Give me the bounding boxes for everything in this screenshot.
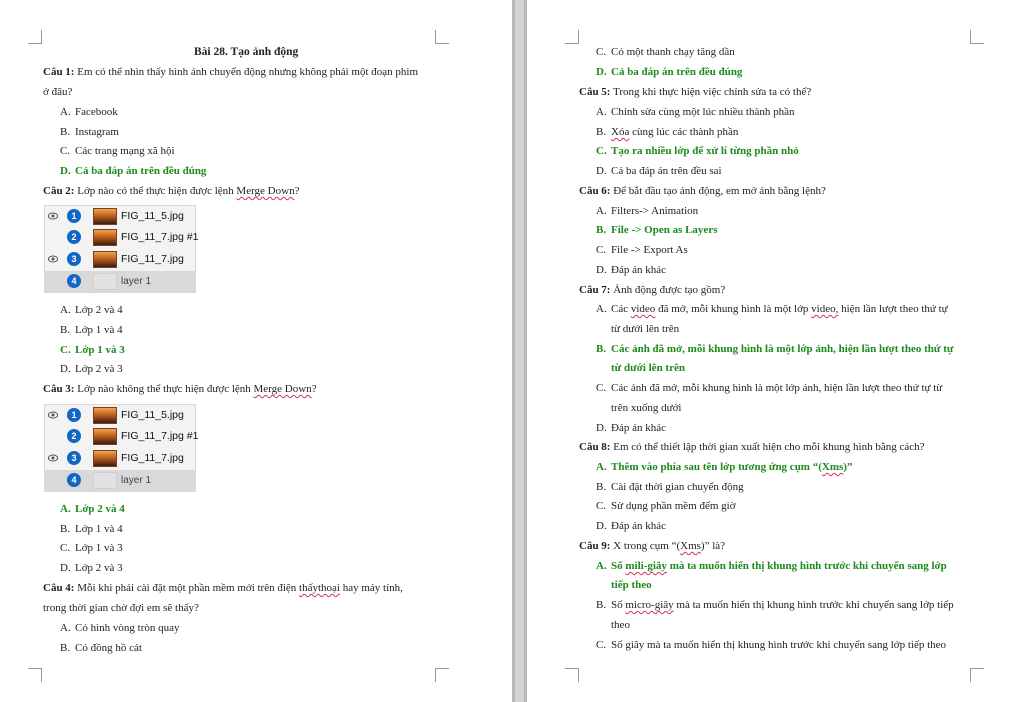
option-letter: C.	[596, 382, 607, 394]
option-d-correct[interactable]	[60, 164, 206, 178]
option-c[interactable]	[596, 499, 736, 513]
option-text: Cả ba đáp án trên đều đúng	[611, 66, 743, 78]
option-letter: B.	[60, 324, 71, 336]
option-c-correct[interactable]	[60, 343, 125, 357]
option-b[interactable]	[60, 522, 123, 536]
option-text: Các trang mạng xã hội	[75, 145, 175, 157]
layer-row	[45, 206, 195, 227]
option-text: Đáp án khác	[611, 264, 666, 276]
document-page-right	[527, 0, 1019, 702]
question-8[interactable]	[579, 440, 925, 454]
page-corner-mark	[565, 668, 579, 682]
layers-panel-image	[44, 205, 199, 293]
question-4-line2[interactable]: trong thời gian chờ đợi em sẽ thấy?	[43, 602, 199, 614]
option-b[interactable]	[596, 598, 954, 612]
option-b-correct[interactable]	[596, 342, 953, 356]
question-4[interactable]	[43, 581, 403, 595]
layer-thumbnail	[93, 208, 117, 225]
option-text: Số	[611, 560, 626, 572]
layer-thumbnail	[93, 229, 117, 246]
option-text: Có hình vòng tròn quay	[75, 622, 180, 634]
layer-name: FIG_11_7.jpg #1	[121, 231, 199, 243]
layer-thumbnail	[93, 428, 117, 445]
option-letter: B.	[596, 599, 607, 611]
option-c-correct[interactable]	[596, 144, 799, 158]
layer-number-badge: 1	[67, 209, 81, 223]
option-text: Đáp án khác	[611, 520, 666, 532]
option-a[interactable]	[60, 303, 123, 317]
option-a-correct[interactable]	[596, 460, 852, 474]
option-text: Các ảnh đã mở, mỗi khung hình là một lớp ảnh, hiện lần lượt theo thứ tự từ	[611, 382, 943, 394]
option-b[interactable]	[60, 323, 123, 337]
option-letter: D.	[596, 422, 607, 434]
layers-panel-image	[44, 404, 199, 492]
question-number: Câu 7:	[579, 284, 611, 296]
option-letter: A.	[596, 461, 607, 473]
spellcheck-word: thấythoại	[299, 582, 340, 594]
page-corner-mark	[435, 668, 449, 682]
spellcheck-word: video	[630, 303, 656, 315]
option-text: cùng lúc các thành phần	[629, 126, 739, 138]
option-text: Lớp 2 và 4	[75, 304, 123, 316]
question-text: Em có thể nhìn thấy hình ảnh chuyển động nhưng không phải một đoạn phim	[74, 66, 419, 78]
question-text: X trong cụm “(	[610, 540, 681, 552]
layer-thumbnail	[93, 273, 117, 290]
option-text: Lớp 2 và 3	[75, 562, 123, 574]
question-number: Câu 1:	[43, 66, 75, 78]
page-corner-mark	[970, 668, 984, 682]
page-corner-mark	[970, 30, 984, 44]
option-letter: D.	[60, 363, 71, 375]
question-number: Câu 8:	[579, 441, 611, 453]
layer-row	[45, 448, 195, 469]
option-letter: C.	[596, 639, 607, 651]
option-letter: C.	[60, 344, 71, 356]
page-corner-mark	[28, 668, 42, 682]
option-text: Chỉnh sửa cùng một lúc nhiều thành phần	[611, 106, 795, 118]
question-6[interactable]	[579, 184, 826, 198]
option-a-line2[interactable]: từ dưới lên trên	[611, 323, 680, 335]
question-3[interactable]	[43, 382, 317, 396]
option-text: Có đồng hồ cát	[75, 642, 142, 654]
option-text: hiện lần lượt theo thứ tự	[838, 303, 948, 315]
layer-thumbnail	[93, 251, 117, 268]
page-shadow	[512, 0, 515, 702]
option-letter: C.	[596, 500, 607, 512]
option-letter: A.	[60, 503, 71, 515]
spellcheck-word: Merge Down	[253, 383, 312, 395]
option-d[interactable]	[60, 362, 123, 376]
option-letter: D.	[596, 66, 607, 78]
option-b-line2[interactable]: theo	[611, 619, 630, 631]
option-letter: D.	[60, 165, 71, 177]
option-text: Instagram	[75, 126, 119, 138]
option-letter: C.	[596, 46, 607, 58]
option-letter: C.	[60, 145, 71, 157]
option-text: Có một thanh chạy tăng dần	[611, 46, 735, 58]
option-letter: B.	[60, 523, 71, 535]
option-text: Lớp 1 và 3	[75, 344, 125, 356]
question-5[interactable]	[579, 85, 811, 99]
option-text: Các ảnh đã mở, mỗi khung hình là một lớp ảnh, hiện lần lượt theo thứ tự	[611, 343, 954, 355]
layer-name: FIG_11_5.jpg	[121, 409, 184, 421]
option-a[interactable]	[60, 621, 180, 635]
layer-row	[45, 426, 199, 447]
layer-number-badge: 3	[67, 451, 81, 465]
option-text: Sử dụng phần mềm đếm giờ	[611, 500, 736, 512]
option-b-correct[interactable]	[596, 223, 717, 237]
option-letter: C.	[60, 542, 71, 554]
option-text: Cả ba đáp án trên đều đúng	[75, 165, 207, 177]
layer-number-badge: 2	[67, 230, 81, 244]
option-b[interactable]	[596, 125, 738, 139]
question-text: Ảnh động được tạo gồm?	[610, 284, 726, 296]
option-a-line2[interactable]: tiếp theo	[611, 579, 652, 591]
layer-thumbnail	[93, 472, 117, 489]
option-letter: B.	[596, 224, 607, 236]
option-d[interactable]	[596, 519, 666, 533]
option-letter: D.	[596, 520, 607, 532]
option-c-line2[interactable]: trên xuống dưới	[611, 402, 682, 414]
option-text: Đáp án khác	[611, 422, 666, 434]
question-text-end: hay máy tính,	[339, 582, 403, 594]
option-c[interactable]	[60, 144, 175, 158]
option-text: Thêm vào phía sau tên lớp tương ứng cụm “(	[611, 461, 822, 473]
layer-number-badge: 3	[67, 252, 81, 266]
eye-icon	[48, 212, 58, 220]
page-corner-mark	[435, 30, 449, 44]
layer-name: FIG_11_7.jpg #1	[121, 430, 199, 442]
option-letter: D.	[596, 264, 607, 276]
question-text-end: ?	[294, 185, 300, 197]
option-c[interactable]	[596, 243, 688, 257]
question-2[interactable]	[43, 184, 299, 198]
question-number: Câu 6:	[579, 185, 611, 197]
question-7[interactable]	[579, 283, 725, 297]
option-d-correct[interactable]	[596, 65, 742, 79]
option-letter: B.	[60, 126, 71, 138]
eye-icon	[48, 454, 58, 462]
option-a[interactable]	[60, 105, 118, 119]
layer-name: FIG_11_7.jpg	[121, 253, 184, 265]
option-text: mà ta muốn hiển thị khung hình trước khi chuyển sang lớp	[666, 560, 947, 572]
option-text: đã mở, mỗi khung hình là một lớp	[655, 303, 812, 315]
option-letter: B.	[596, 481, 607, 493]
spellcheck-word: Merge Down	[236, 185, 295, 197]
eye-icon	[48, 255, 58, 263]
spellcheck-word: mili-giây	[625, 560, 667, 572]
layer-number-badge: 4	[67, 274, 81, 288]
layer-number-badge: 1	[67, 408, 81, 422]
option-letter: A.	[60, 622, 71, 634]
layer-thumbnail	[93, 407, 117, 424]
question-number: Câu 4:	[43, 582, 75, 594]
question-text: Lớp nào không thể thực hiện được lệnh	[74, 383, 254, 395]
option-text: Cài đặt thời gian chuyển động	[611, 481, 744, 493]
option-text: Lớp 1 và 3	[75, 542, 123, 554]
option-text: Tạo ra nhiều lớp để xử lí từng phần nhỏ	[611, 145, 799, 157]
page-corner-mark	[28, 30, 42, 44]
option-text: File -> Export As	[611, 244, 688, 256]
spellcheck-word: micro-giây	[625, 599, 674, 611]
layer-row	[45, 249, 195, 270]
option-text: )”	[843, 461, 853, 473]
question-text: Mỗi khi phải cài đặt một phần mềm mới trên điện	[74, 582, 300, 594]
spellcheck-word: Xms	[821, 461, 844, 473]
option-c[interactable]	[60, 541, 123, 555]
eye-icon	[48, 411, 58, 419]
layer-row	[45, 405, 195, 426]
option-d[interactable]	[596, 421, 666, 435]
option-text: Cả ba đáp án trên đều sai	[611, 165, 722, 177]
question-number: Câu 2:	[43, 185, 75, 197]
option-letter: A.	[596, 560, 607, 572]
option-letter: A.	[596, 106, 607, 118]
option-b[interactable]	[60, 641, 142, 655]
question-number: Câu 5:	[579, 86, 611, 98]
layer-row	[45, 227, 199, 248]
option-c[interactable]	[596, 45, 735, 59]
option-d[interactable]	[60, 561, 123, 575]
option-letter: B.	[596, 126, 607, 138]
option-text: Lớp 2 và 3	[75, 363, 123, 375]
option-text: mà ta muốn hiển thị khung hình trước khi chuyển sang lớp tiếp	[673, 599, 954, 611]
option-c[interactable]	[596, 381, 942, 395]
spellcheck-word: Xms	[680, 540, 701, 552]
option-letter: B.	[60, 642, 71, 654]
option-letter: A.	[60, 106, 71, 118]
option-b[interactable]	[60, 125, 119, 139]
layer-row-selected	[45, 271, 195, 292]
question-text: Để bắt đầu tạo ảnh động, em mở ảnh bằng lệnh?	[610, 185, 826, 197]
document-title[interactable]: Bài 28. Tạo ảnh động	[194, 46, 299, 58]
option-a[interactable]	[596, 302, 948, 316]
spellcheck-word: video,	[811, 303, 839, 315]
question-9[interactable]	[579, 539, 725, 553]
option-a[interactable]	[596, 204, 698, 218]
question-number: Câu 9:	[579, 540, 611, 552]
option-letter: B.	[596, 343, 607, 355]
page-corner-mark	[565, 30, 579, 44]
option-a-correct[interactable]	[60, 502, 125, 516]
option-letter: A.	[596, 303, 607, 315]
question-text-end: ?	[311, 383, 317, 395]
layer-number-badge: 2	[67, 429, 81, 443]
option-text: File -> Open as Layers	[611, 224, 718, 236]
option-a[interactable]	[596, 105, 794, 119]
option-d[interactable]	[596, 164, 722, 178]
question-text: Em có thể thiết lập thời gian xuất hiện cho mỗi khung hình bằng cách?	[610, 441, 925, 453]
option-letter: D.	[60, 562, 71, 574]
question-1-line2[interactable]: ở đâu?	[43, 86, 73, 98]
option-text: Lớp 2 và 4	[75, 503, 125, 515]
option-text: Lớp 1 và 4	[75, 324, 123, 336]
layer-name: layer 1	[121, 276, 152, 287]
option-letter: D.	[596, 165, 607, 177]
option-letter: A.	[60, 304, 71, 316]
question-text: Trong khi thực hiện việc chỉnh sửa ta có thể?	[610, 86, 812, 98]
option-a-correct[interactable]	[596, 559, 947, 573]
layer-name: FIG_11_7.jpg	[121, 452, 184, 464]
layer-thumbnail	[93, 450, 117, 467]
option-text: Lớp 1 và 4	[75, 523, 123, 535]
question-number: Câu 3:	[43, 383, 75, 395]
layer-row-selected	[45, 470, 195, 491]
option-c[interactable]	[596, 638, 946, 652]
option-letter: C.	[596, 244, 607, 256]
layer-number-badge: 4	[67, 473, 81, 487]
option-letter: C.	[596, 145, 607, 157]
option-text: Filters-> Animation	[611, 205, 699, 217]
question-text-end: )” là?	[700, 540, 726, 552]
option-d[interactable]	[596, 263, 666, 277]
option-text: Số	[611, 599, 626, 611]
layer-name: layer 1	[121, 475, 152, 486]
option-letter: A.	[596, 205, 607, 217]
question-1[interactable]	[43, 65, 418, 79]
page-gutter	[512, 0, 527, 702]
question-text: Lớp nào có thể thực hiện được lệnh	[74, 185, 237, 197]
option-text: Các	[611, 303, 631, 315]
layer-name: FIG_11_5.jpg	[121, 210, 184, 222]
option-text: Số giây mà ta muốn hiển thị khung hình trước khi chuyển sang lớp tiếp theo	[611, 639, 947, 651]
spellcheck-word: Xóa	[611, 126, 630, 138]
option-b[interactable]	[596, 480, 744, 494]
option-b-line2[interactable]: từ dưới lên trên	[611, 362, 685, 374]
option-text: Facebook	[75, 106, 118, 118]
